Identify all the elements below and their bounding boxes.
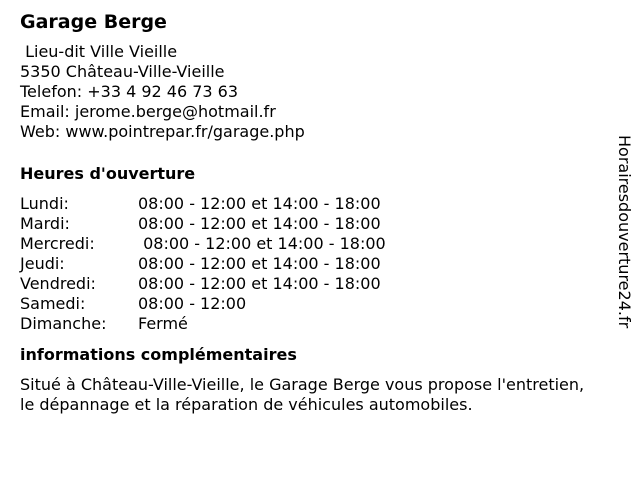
hours-value: 08:00 - 12:00 et 14:00 - 18:00 bbox=[138, 254, 381, 273]
additional-info-text: Situé à Château-Ville-Vieille, le Garage Berge vous propose l'entretien, le dépannage et la réparation de véhicules automobiles. bbox=[20, 375, 585, 414]
hours-day: Dimanche: bbox=[20, 314, 107, 333]
hours-row-saturday bbox=[20, 294, 610, 314]
contact-block bbox=[20, 42, 610, 142]
hours-row-monday bbox=[20, 194, 610, 214]
hours-row-thursday bbox=[20, 254, 610, 274]
phone-line: Telefon: +33 4 92 46 73 63 bbox=[20, 82, 239, 101]
hours-row-tuesday bbox=[20, 214, 610, 234]
web-line: Web: www.pointrepar.fr/garage.php bbox=[20, 122, 305, 141]
hours-value: Fermé bbox=[138, 314, 188, 333]
hours-value: 08:00 - 12:00 et 14:00 - 18:00 bbox=[138, 214, 381, 233]
address-line-1: Lieu-dit Ville Vieille bbox=[20, 42, 178, 61]
hours-day: Vendredi: bbox=[20, 274, 96, 293]
hours-row-sunday bbox=[20, 314, 610, 334]
opening-hours-heading: Heures d'ouverture bbox=[20, 164, 196, 183]
hours-day: Samedi: bbox=[20, 294, 86, 313]
hours-day: Lundi: bbox=[20, 194, 69, 213]
opening-hours-table bbox=[20, 194, 610, 334]
hours-day: Mardi: bbox=[20, 214, 70, 233]
hours-value: 08:00 - 12:00 et 14:00 - 18:00 bbox=[138, 274, 381, 293]
hours-row-friday bbox=[20, 274, 610, 294]
hours-value: 08:00 - 12:00 bbox=[138, 294, 247, 313]
hours-day: Jeudi: bbox=[20, 254, 65, 273]
address-line-2: 5350 Château-Ville-Vieille bbox=[20, 62, 225, 81]
hours-value: 08:00 - 12:00 et 14:00 - 18:00 bbox=[138, 234, 386, 253]
business-card bbox=[20, 8, 610, 415]
business-name: Garage Berge bbox=[20, 11, 167, 33]
hours-row-wednesday bbox=[20, 234, 610, 254]
email-line: Email: jerome.berge@hotmail.fr bbox=[20, 102, 276, 121]
site-watermark: Horairesdouverture24.fr bbox=[615, 135, 634, 329]
hours-day: Mercredi: bbox=[20, 234, 95, 253]
hours-value: 08:00 - 12:00 et 14:00 - 18:00 bbox=[138, 194, 381, 213]
additional-info-heading: informations complémentaires bbox=[20, 345, 297, 364]
